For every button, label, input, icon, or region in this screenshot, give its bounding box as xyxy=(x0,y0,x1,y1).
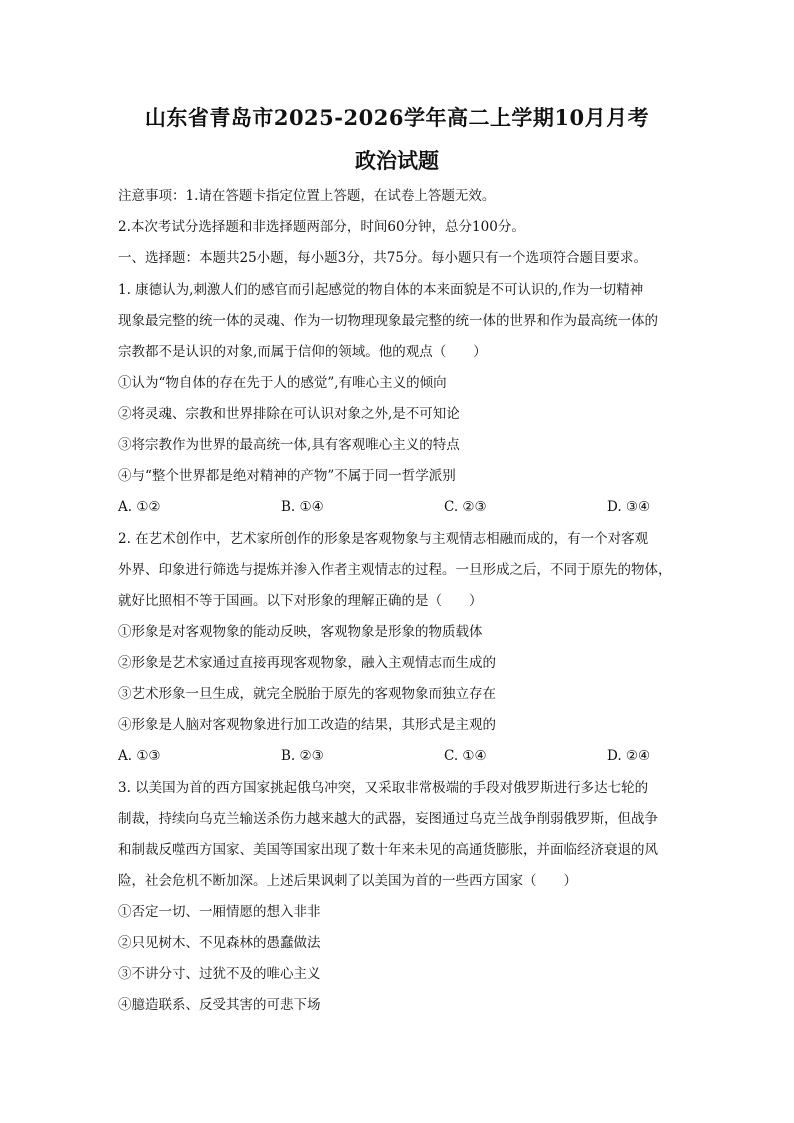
q1-option-d: D. ③④ xyxy=(607,499,651,515)
q2-item-1: ①形象是对客观物象的能动反映，客观物象是形象的物质载体 xyxy=(118,624,483,640)
q2-option-b: B. ②③ xyxy=(281,748,324,764)
note-line-2: 2.本次考试分选择题和非选择题两部分，时间60分钟，总分100分。 xyxy=(118,219,525,235)
note-line-1: 注意事项：1.请在答题卡指定位置上答题，在试卷上答题无效。 xyxy=(118,188,496,204)
q3-item-3: ③不讲分寸、过犹不及的唯心主义 xyxy=(118,966,321,982)
q2-item-2: ②形象是艺术家通过直接再现客观物象，融入主观情志而生成的 xyxy=(118,655,496,671)
q3-item-1: ①否定一切、一厢情愿的想入非非 xyxy=(118,904,321,920)
q2-item-4: ④形象是人脑对客观物象进行加工改造的结果，其形式是主观的 xyxy=(118,717,496,733)
q2-stem-line-3: 就好比照相不等于国画。以下对形象的理解正确的是（ ） xyxy=(118,593,483,609)
q1-option-a: A. ①② xyxy=(118,499,161,515)
q1-stem-line-2: 现象最完整的统一体的灵魂、作为一切物理现象最完整的统一体的世界和作为最高统一体的 xyxy=(118,313,658,329)
exam-subtitle: 政治试题 xyxy=(355,148,439,173)
q1-option-b: B. ①④ xyxy=(281,499,324,515)
q2-item-3: ③艺术形象一旦生成，就完全脱胎于原先的客观物象而独立存在 xyxy=(118,686,496,702)
q3-stem-line-3: 和制裁反噬西方国家、美国等国家出现了数十年来未见的高通货膨胀，并面临经济衰退的风 xyxy=(118,842,658,858)
q3-item-4: ④臆造联系、反受其害的可悲下场 xyxy=(118,997,321,1013)
q3-stem-line-2: 制裁，持续向乌克兰输送杀伤力越来越大的武器，妄图通过乌克兰战争削弱俄罗斯，但战争 xyxy=(118,811,658,827)
q2-option-a: A. ①③ xyxy=(118,748,161,764)
q2-option-d: D. ②④ xyxy=(607,748,651,764)
q3-item-2: ②只见树木、不见森林的愚蠢做法 xyxy=(118,935,321,951)
q1-option-c: C. ②③ xyxy=(444,499,487,515)
section-header: 一、选择题：本题共25小题，每小题3分，共75分。每小题只有一个选项符合题目要求。 xyxy=(118,250,647,266)
q1-item-2: ②将灵魂、宗教和世界排除在可认识对象之外,是不可知论 xyxy=(118,406,460,422)
q2-stem-line-2: 外界、印象进行筛选与提炼并渗入作者主观情志的过程。一旦形成之后，不同于原先的物体， xyxy=(118,562,672,578)
q1-stem-line-3: 宗教都不是认识的对象,而属于信仰的领域。他的观点（ ） xyxy=(118,344,487,360)
q1-stem-line-1: 1. 康德认为,刺激人们的感官而引起感觉的物自体的本来面貌是不可认识的,作为一切精神 xyxy=(118,282,644,298)
q2-option-c: C. ①④ xyxy=(444,748,487,764)
q1-item-4: ④与“整个世界都是绝对精神的产物”不属于同一哲学派别 xyxy=(118,468,456,484)
q1-item-1: ①认为“物自体的存在先于人的感觉”,有唯心主义的倾向 xyxy=(118,375,447,391)
q3-stem-line-1: 3. 以美国为首的西方国家挑起俄乌冲突，又采取非常极端的手段对俄罗斯进行多达七轮的 xyxy=(118,780,649,796)
q2-stem-line-1: 2. 在艺术创作中，艺术家所创作的形象是客观物象与主观情志相融而成的，有一个对客观 xyxy=(118,531,649,547)
q3-stem-line-4: 险，社会危机不断加深。上述后果讽刺了以美国为首的一些西方国家（ ） xyxy=(118,873,577,889)
exam-title: 山东省青岛市2025-2026学年高二上学期10月月考 xyxy=(144,105,650,130)
q1-item-3: ③将宗教作为世界的最高统一体,具有客观唯心主义的特点 xyxy=(118,437,460,453)
